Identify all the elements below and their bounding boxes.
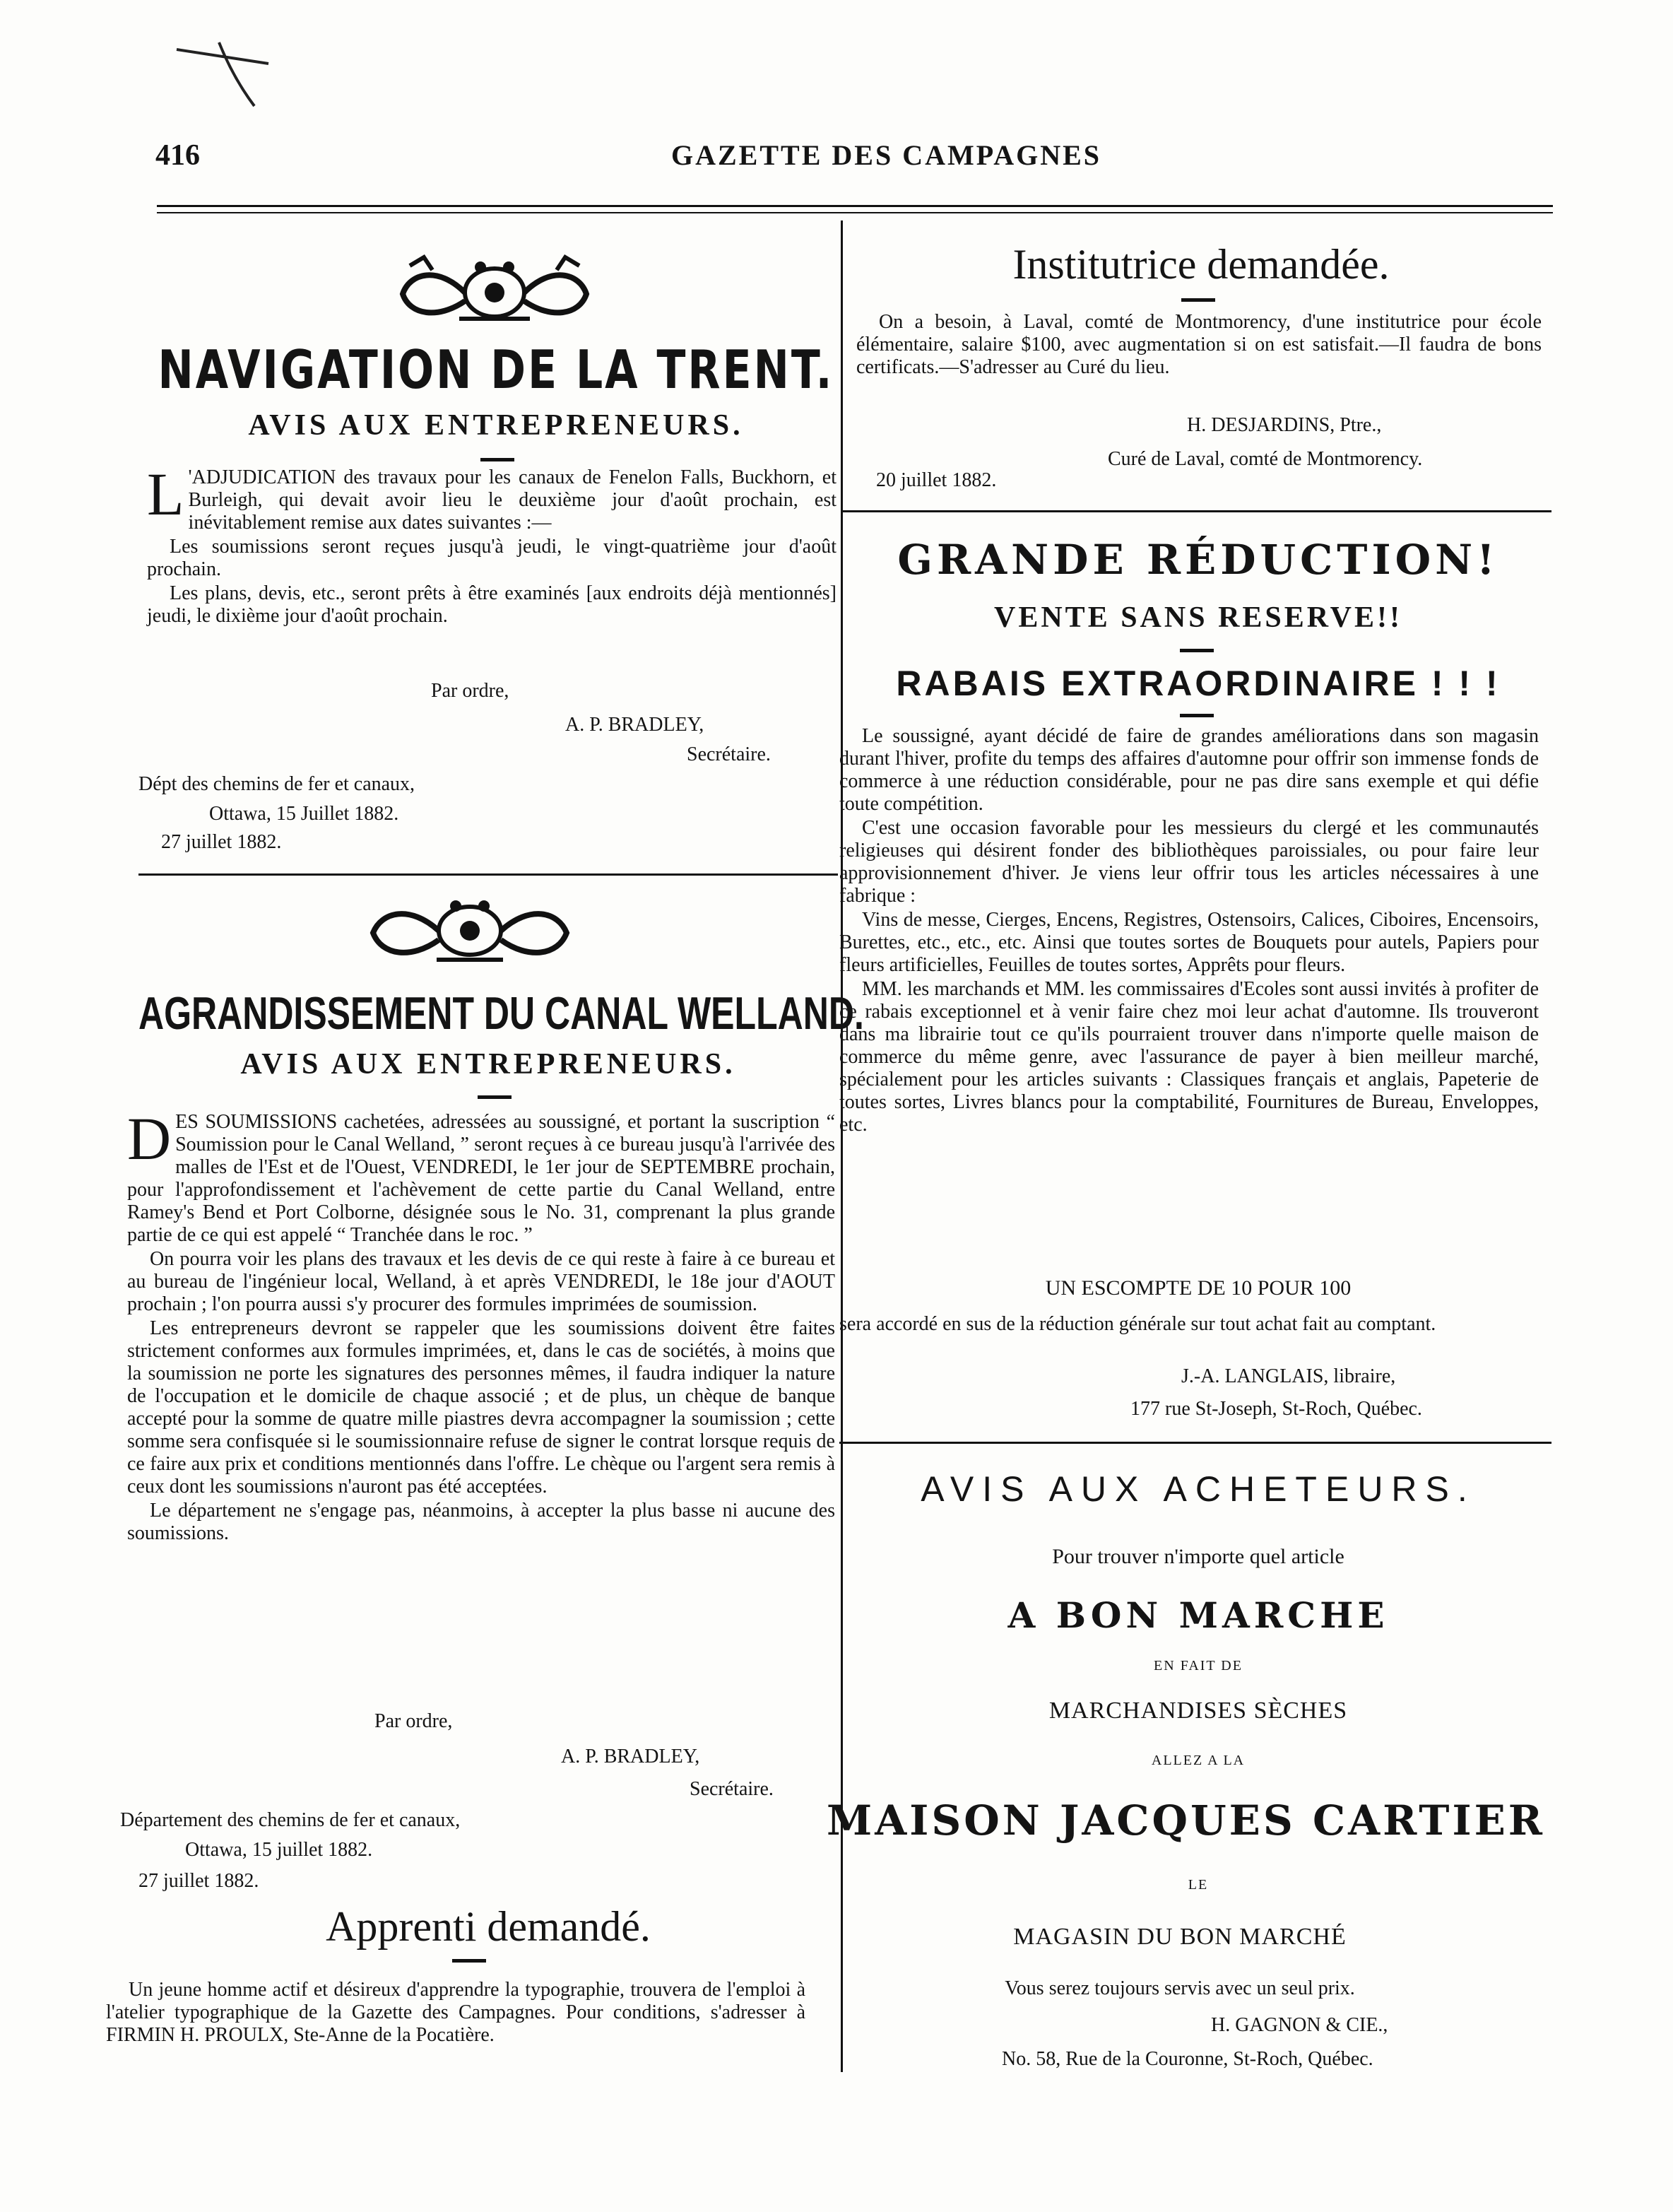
signer-name: A. P. BRADLEY, <box>565 714 704 736</box>
institutrice-signer-title: Curé de Laval, comté de Montmorency. <box>1108 448 1423 470</box>
header-rule <box>157 205 1553 207</box>
langlais-address: 177 rue St-Joseph, St-Roch, Québec. <box>1130 1398 1422 1420</box>
column-rule <box>841 220 843 2072</box>
marchandises-seches: MARCHANDISES SÈCHES <box>1048 1698 1348 1724</box>
langlais-signer: J.-A. LANGLAIS, libraire, <box>1181 1365 1396 1387</box>
welland-paragraph-2: On pourra voir les plans des travaux et les devis de ce qui reste à faire à ce bureau et au bureau de l'ingénieur local, Welland, à et après VENDREDI, le 18e jour d'AOUT prochain ; l'on pourra aussi s'y procurer des formules imprimées de soumission. <box>127 1248 835 1315</box>
publication-date: 27 juillet 1882. <box>161 831 282 853</box>
grande-paragraph-2: C'est une occasion favorable pour les messieurs du clergé et les communautés religieuses qui désirent fonder des bibliothèques paroissiales, ou pour faire leur approvisionnement d'hiver. Je viens leur offrir tous les articles nécessaires à une fabrique : <box>839 817 1539 907</box>
le-label: LE <box>1188 1877 1209 1893</box>
publication-date-2: 27 juillet 1882. <box>138 1870 259 1892</box>
trent-paragraph-3: Les plans, devis, etc., seront prêts à être examinés [aux endroits déjà mentionnés] jeudi, le dixième jour d'août prochain. <box>147 582 836 627</box>
separator-dash-5 <box>1180 649 1214 652</box>
gagnon-address: No. 58, Rue de la Couronne, St-Roch, Québec. <box>1002 2048 1373 2070</box>
welland-paragraph-4: Le département ne s'engage pas, néanmoins, à accepter la plus basse ni aucune des soumissions. <box>127 1500 835 1544</box>
trent-paragraph-1: L 'ADJUDICATION des travaux pour les canaux de Fenelon Falls, Buckhorn, et Burleigh, qui devait avoir lieu le deuxième jour d'août prochain, est inévitablement remise aux dates suivantes :— <box>147 460 836 534</box>
grande-paragraph-3: Vins de messe, Cierges, Encens, Registres, Ostensoirs, Calices, Ciboires, Encensoirs, Burettes, etc., etc., etc. Ainsi que toutes sortes de Bouquets pour autels, Papiers pour fleurs artificielles, Feuilles de toutes sortes, Apprêts pour fleurs. <box>839 909 1539 976</box>
signer-name-2: A. P. BRADLEY, <box>561 1746 700 1767</box>
separator-dash-3 <box>452 1959 486 1963</box>
welland-paragraph-3: Les entrepreneurs devront se rappeler que les soumissions doivent être faites strictement conformes aux formules imprimées, et, dans le cas de sociétés, à moins que la soumission ne porte les signatures des personnes mêmes, il faudra indiquer la nature de l'occupation et le domicile de chaque associé ; et de plus, un chèque de banque accepté pour la somme de quatre mille piastres devra accompagner la soumission ; cette somme sera confisquée si le soumissionnaire refuse de signer le contrat lorsque requis de ce faire aux prix et conditions mentionnés dans l'offre. Le chèque ou l'argent sera remis à ceux dont les soumissions n'auront pas été acceptées. <box>127 1317 835 1498</box>
bon-marche: A BON MARCHE <box>1007 1594 1389 1636</box>
grande-reduction-title: GRANDE RÉDUCTION! <box>897 536 1499 584</box>
escompte-body <box>839 1313 1525 1336</box>
vente-sans-reserve: VENTE SANS RESERVE!! <box>994 601 1402 634</box>
section-rule <box>138 873 838 876</box>
trent-notice-body <box>147 460 836 628</box>
maison-jacques-cartier: MAISON JACQUES CARTIER <box>827 1796 1545 1845</box>
institutrice-signer: H. DESJARDINS, Ptre., <box>1187 414 1382 436</box>
separator-dash <box>480 458 514 461</box>
section-rule-2 <box>842 510 1551 512</box>
trent-subtitle: AVIS AUX ENTREPRENEURS. <box>248 409 744 442</box>
grande-paragraph-1: Le soussigné, ayant décidé de faire de grandes améliorations dans son magasin durant l'hiver, profite du temps des affaires d'automne pour offrir son immense fonds de commerce à une réduction considérable, pour ne pas dire sans exemple et qui défie toute compétition. <box>839 725 1539 815</box>
welland-subtitle: AVIS AUX ENTREPRENEURS. <box>240 1048 736 1081</box>
institutrice-body <box>856 311 1542 379</box>
institutrice-date: 20 juillet 1882. <box>876 469 997 491</box>
magasin-du-bon-marche: MAGASIN DU BON MARCHÉ <box>1013 1924 1347 1950</box>
signer-title-2: Secrétaire. <box>690 1778 774 1800</box>
institutrice-paragraph: On a besoin, à Laval, comté de Montmorency, d'une institutrice pour école élémentaire, salaire $100, avec augmentation si on est satisfait.—Il faudra de bons certificats.—S'adresser au Curé du lieu. <box>856 311 1542 378</box>
gagnon-signer: H. GAGNON & CIE., <box>1211 2014 1388 2036</box>
section-rule-3 <box>839 1442 1551 1444</box>
apprenti-title: Apprenti demandé. <box>326 1903 651 1950</box>
rabais-extraordinaire: RABAIS EXTRAORDINAIRE ! ! ! <box>896 664 1501 703</box>
en-fait-de: EN FAIT DE <box>1154 1658 1243 1673</box>
grande-body <box>839 725 1539 1136</box>
page-number: 416 <box>155 139 200 172</box>
crest-ornament <box>382 252 608 329</box>
trent-paragraph-2: Les soumissions seront reçues jusqu'à jeudi, le vingt-quatrième jour d'août prochain. <box>147 536 836 580</box>
welland-paragraph-1: DES SOUMISSIONS cachetées, adressées au soussigné, et portant la suscription “ Soumission pour le Canal Welland, ” seront reçues à ce bureau jusqu'à l'arrivée des malles de l'Est et de l'Ouest, VENDREDI, le 1er jour de SEPTEMBRE prochain, pour l'approfondissement et l'achèvement de cette partie du Canal Welland, entre Ramey's Bend et Port Colborne, désignée sous le No. 31, comprenant la plus grande partie de ce qui est appelé “ Tranchée dans le roc. ” <box>127 1105 835 1246</box>
running-title: GAZETTE DES CAMPAGNES <box>671 139 1102 171</box>
escompte-line: UN ESCOMPTE DE 10 POUR 100 <box>1045 1276 1352 1300</box>
place-date: Ottawa, 15 Juillet 1882. <box>209 803 399 825</box>
apprenti-paragraph: Un jeune homme actif et désireux d'apprendre la typographie, trouvera de l'emploi à l'atelier typographique de la Gazette des Campagnes. Pour conditions, s'adresser à FIRMIN H. PROULX, Ste-Anne de la Pocatière. <box>106 1979 805 2046</box>
acheteurs-line-1: Pour trouver n'importe quel article <box>1052 1545 1344 1568</box>
promise-line: Vous serez toujours servis avec un seul prix. <box>1005 1977 1355 1999</box>
place-date-2: Ottawa, 15 juillet 1882. <box>185 1839 373 1861</box>
crest-ornament-2 <box>353 892 586 970</box>
separator-dash-2 <box>478 1095 512 1099</box>
department-2: Département des chemins de fer et canaux, <box>120 1809 461 1831</box>
acheteurs-title: AVIS AUX ACHETEURS. <box>921 1469 1476 1509</box>
welland-title: AGRANDISSEMENT DU CANAL WELLAND. <box>138 987 864 1040</box>
institutrice-title: Institutrice demandée. <box>1012 241 1390 288</box>
trent-title: NAVIGATION DE LA TRENT. <box>158 339 834 401</box>
pen-mark <box>170 35 283 120</box>
department: Dépt des chemins de fer et canaux, <box>138 773 415 795</box>
separator-dash-6 <box>1180 714 1214 717</box>
grande-paragraph-4: MM. les marchands et MM. les commissaires d'Ecoles sont aussi invités à profiter de ce rabais exceptionnel et à venir faire chez moi leur achat d'automne. Ils trouveront dans ma librairie tout ce qu'ils pourraient trouver dans n'importe quelle maison de commerce du même genre, avec l'assurance de payer à bien meilleur marché, spécialement pour les articles suivants : Classiques français et anglais, Papeterie de toutes sortes, Livres blancs pour la comptabilité, Fournitures de Bureau, Enveloppes, etc. <box>839 978 1539 1136</box>
par-ordre-2: Par ordre, <box>374 1710 453 1732</box>
drop-cap-2: D <box>127 1105 172 1172</box>
separator-dash-4 <box>1181 298 1215 302</box>
welland-notice-body <box>127 1105 835 1545</box>
allez-a-la: ALLEZ A LA <box>1151 1753 1246 1768</box>
drop-cap: L <box>147 460 184 528</box>
header-rule-2 <box>157 212 1553 213</box>
signer-title: Secrétaire. <box>687 743 771 765</box>
apprenti-body <box>106 1979 805 2047</box>
grande-paragraph-5: sera accordé en sus de la réduction générale sur tout achat fait au comptant. <box>839 1313 1436 1335</box>
par-ordre: Par ordre, <box>431 680 509 702</box>
